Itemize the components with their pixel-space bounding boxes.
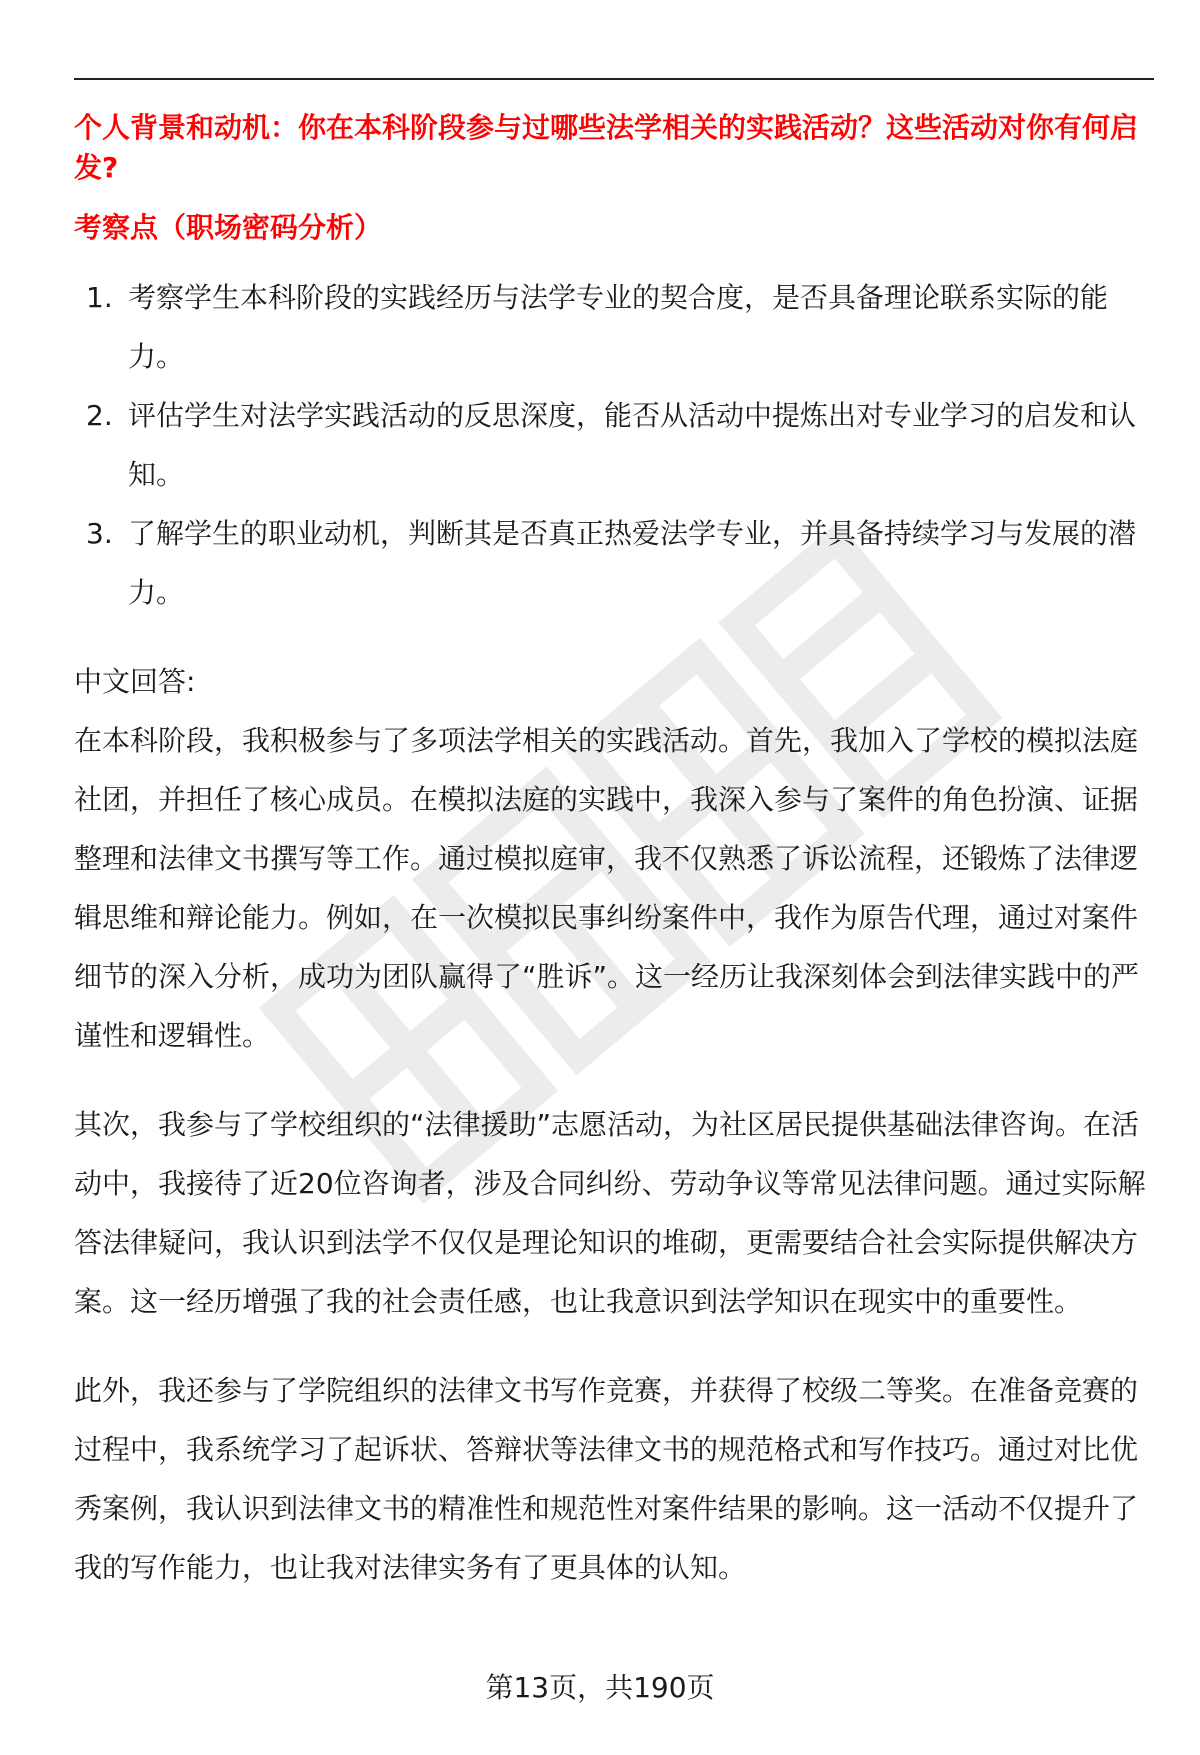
list-item-text: 考察学生本科阶段的实践经历与法学专业的契合度，是否具备理论联系实际的能力。 bbox=[128, 281, 1109, 373]
exam-points-title: 考察点（职场密码分析） bbox=[74, 211, 383, 244]
list-item-number: 3. bbox=[86, 517, 113, 550]
answer-paragraph: 在本科阶段，我积极参与了多项法学相关的实践活动。首先，我加入了学校的模拟法庭社团，并担任了核心成员。在模拟法庭的实践中，我深入参与了案件的角色扮演、证据整理和法律文书撰写等工作。通过模拟庭审，我不仅熟悉了诉讼流程，还锻炼了法律逻辑思维和辩论能力。例如，在一次模拟民事纠纷案件中，我作为原告代理，通过对案件细节的深入分析，成功为团队赢得了“胜诉”。这一经历让我深刻体会到法律实践中的严谨性和逻辑性。 bbox=[74, 724, 1140, 1052]
list-item-number: 1. bbox=[86, 281, 113, 314]
exam-points-list bbox=[74, 268, 1154, 622]
answer-label: 中文回答: bbox=[74, 665, 196, 698]
answer-paragraph: 其次，我参与了学校组织的“法律援助”志愿活动，为社区居民提供基础法律咨询。在活动中，我接待了近20位咨询者，涉及合同纠纷、劳动争议等常见法律问题。通过实际解答法律疑问，我认识到法学不仅仅是理论知识的堆砌，更需要结合社会实际提供解决方案。这一经历增强了我的社会责任感，也让我意识到法学知识在现实中的重要性。 bbox=[74, 1108, 1146, 1318]
list-item bbox=[74, 386, 1154, 504]
document-body bbox=[74, 108, 1154, 1597]
top-divider bbox=[74, 78, 1154, 80]
list-item-number: 2. bbox=[86, 399, 113, 432]
list-item bbox=[74, 504, 1154, 622]
list-item-text: 评估学生对法学实践活动的反思深度，能否从活动中提炼出对专业学习的启发和认知。 bbox=[128, 399, 1137, 491]
question-heading: 个人背景和动机：你在本科阶段参与过哪些法学相关的实践活动？这些活动对你有何启发? bbox=[74, 111, 1139, 184]
page-number: 第13页，共190页 bbox=[485, 1671, 715, 1704]
list-item bbox=[74, 268, 1154, 386]
list-item-text: 了解学生的职业动机，判断其是否真正热爱法学专业，并具备持续学习与发展的潜力。 bbox=[128, 517, 1137, 609]
answer-paragraph: 此外，我还参与了学院组织的法律文书写作竞赛，并获得了校级二等奖。在准备竞赛的过程中，我系统学习了起诉状、答辩状等法律文书的规范格式和写作技巧。通过对比优秀案例，我认识到法律文书的精准性和规范性对案件结果的影响。这一活动不仅提升了我的写作能力，也让我对法律实务有了更具体的认知。 bbox=[74, 1374, 1139, 1584]
